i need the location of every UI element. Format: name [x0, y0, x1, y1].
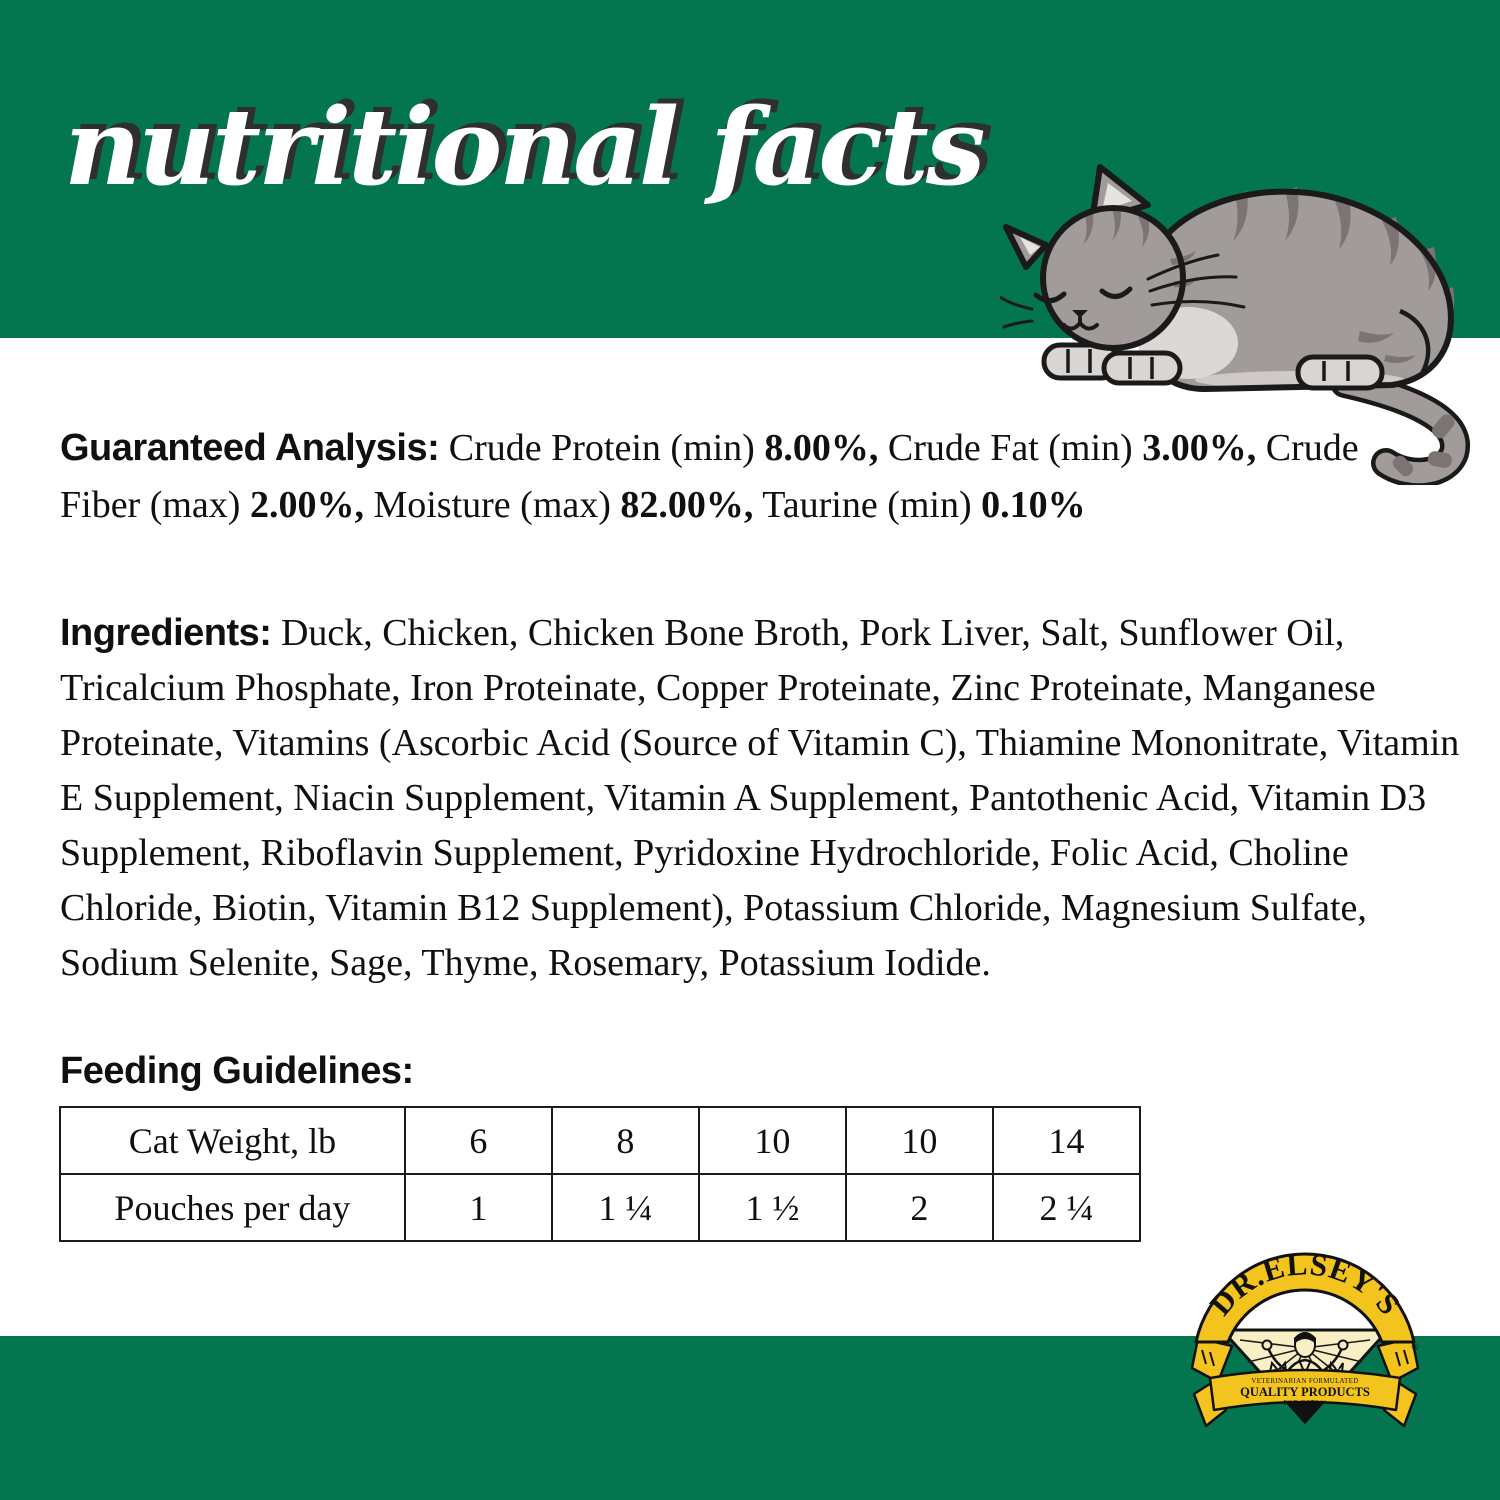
ga-seg-3: 3.00%,	[1142, 427, 1257, 469]
dr-elseys-logo	[1190, 1250, 1422, 1437]
ribbon-line2: QUALITY PRODUCTS	[1240, 1385, 1370, 1399]
registered-mark: ®	[1411, 1342, 1419, 1353]
table-row-pouches	[60, 1174, 1140, 1241]
cell-weight-1: 6	[405, 1107, 552, 1174]
ribbon-line1: VETERINARIAN FORMULATED	[1251, 1378, 1359, 1385]
guaranteed-analysis	[60, 420, 1370, 534]
cell-weight-4: 10	[846, 1107, 993, 1174]
cell-pouches-3: 1 ½	[699, 1174, 846, 1241]
table-row-cat-weight	[60, 1107, 1140, 1174]
ga-seg-7: 82.00%,	[620, 484, 754, 526]
cell-pouches-4: 2	[846, 1174, 993, 1241]
cell-weight-2: 8	[552, 1107, 699, 1174]
cell-weight-label: Cat Weight, lb	[60, 1107, 405, 1174]
brand-name: DR.ELSEY'S	[1202, 1250, 1408, 1322]
feeding-guidelines-table	[59, 1106, 1141, 1242]
ga-seg-9: 0.10%	[981, 484, 1086, 526]
page-title: nutritional facts	[64, 84, 983, 209]
ga-seg-4: Crude Fiber (max)	[60, 427, 1359, 526]
cell-weight-3: 10	[699, 1107, 846, 1174]
cell-pouches-label: Pouches per day	[60, 1174, 405, 1241]
ga-seg-0: Crude Protein (min)	[439, 427, 765, 469]
cell-weight-5: 14	[993, 1107, 1140, 1174]
guaranteed-analysis-label: Guaranteed Analysis:	[60, 427, 440, 469]
ingredients	[60, 606, 1462, 991]
ribbon-line3: FOR CATS™	[1283, 1399, 1327, 1407]
ingredients-text: Duck, Chicken, Chicken Bone Broth, Pork Liver, Salt, Sunflower Oil, Tricalcium Phosphate, Iron Proteinate, Copper Proteinate, Zinc Proteinate, Manganese Proteinate, Vitamins (Ascorbic Acid (Source of Vitamin C), Thiamine Mononitrate, Vitamin E Supplement, Niacin Supplement, Vitamin A Supplement, Pantothenic Acid, Vitamin D3 Supplement, Riboflavin Supplement, Pyridoxine Hydrochloride, Folic Acid, Choline Chloride, Biotin, Vitamin B12 Supplement), Potassium Chloride, Magnesium Sulfate, Sodium Selenite, Sage, Thyme, Rosemary, Potassium Iodide.	[60, 612, 1460, 984]
ga-seg-8: Taurine (min)	[753, 484, 982, 526]
cell-pouches-2: 1 ¼	[552, 1174, 699, 1241]
cell-pouches-5: 2 ¼	[993, 1174, 1140, 1241]
feeding-guidelines-label: Feeding Guidelines:	[60, 1050, 414, 1092]
ga-seg-2: Crude Fat (min)	[878, 427, 1143, 469]
ingredients-label: Ingredients:	[60, 612, 272, 654]
ga-seg-6: Moisture (max)	[363, 484, 621, 526]
cell-pouches-1: 1	[405, 1174, 552, 1241]
ga-seg-5: 2.00%,	[249, 484, 364, 526]
ga-seg-1: 8.00%,	[764, 427, 879, 469]
